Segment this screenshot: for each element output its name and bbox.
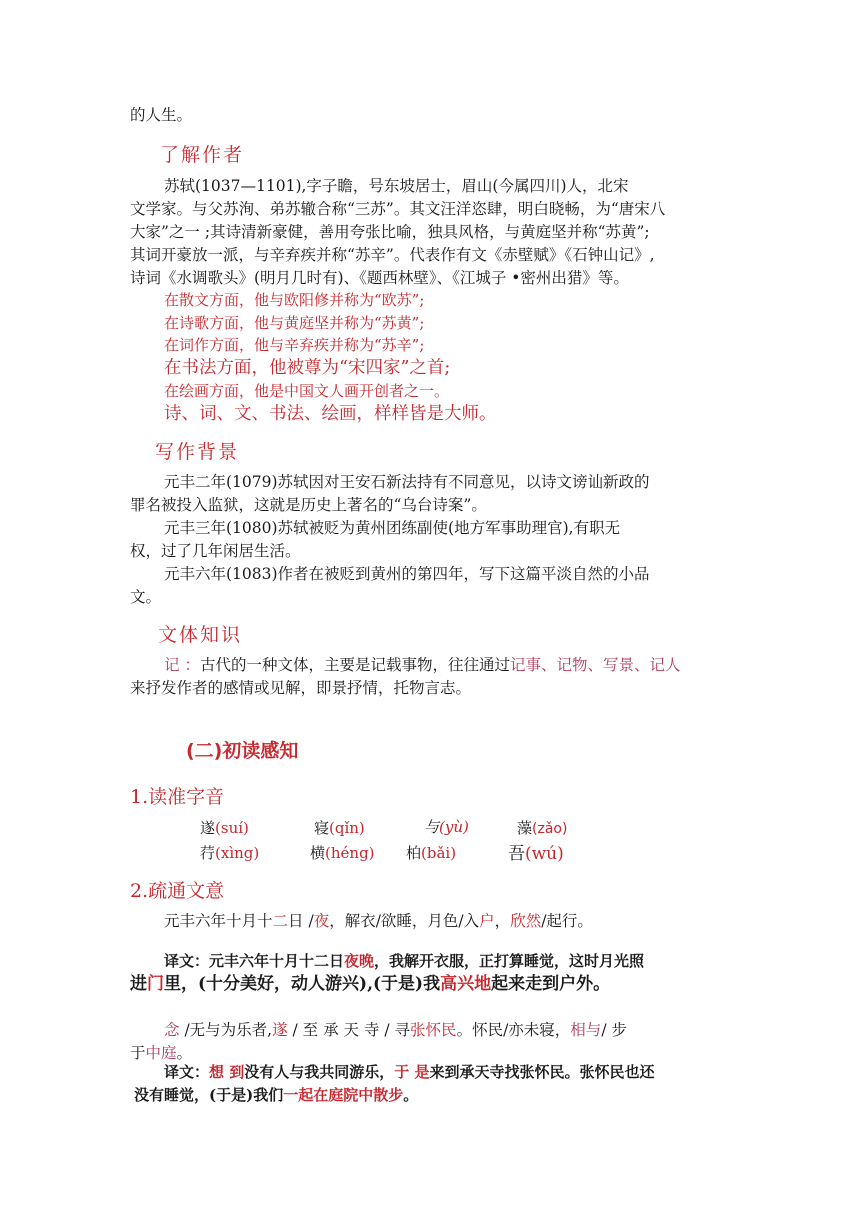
heading-meaning: 2.疏通文意 xyxy=(130,880,225,902)
pinyin-item: 寝(qǐn) xyxy=(314,819,365,837)
pinyin-item: 柏(bǎi) xyxy=(406,844,457,862)
background-line: 文。 xyxy=(130,588,162,606)
genre-term: 记 ： xyxy=(164,656,200,674)
lead-line: 的人生。 xyxy=(130,106,193,124)
original-sentence-1: 元丰六年十月十二日 /夜，解衣/欲睡，月色/入户，欣然/起行。 xyxy=(164,912,593,930)
author-note: 诗、词、文、书法、绘画，样样皆是大师。 xyxy=(164,404,497,424)
heading-pronunciation: 1.读准字音 xyxy=(130,786,225,808)
original-sentence-2: 念 /无与为乐者,遂 / 至 承 天 寺 / 寻张怀民。怀民/亦未寝，相与/ 步 xyxy=(164,1021,627,1039)
author-line: 大家”之一 ;其诗清新豪健，善用夸张比喻，独具风格，与黄庭坚并称“苏黄”; xyxy=(130,223,650,241)
author-line: 诗词《水调歌头》(明月几时有)、《题西林壁》、《江城子 •密州出猎》等。 xyxy=(130,269,629,287)
translation-2-cont: 没有睡觉，(于是)我们一起在庭院中散步。 xyxy=(134,1086,419,1104)
author-line: 苏轼(1037—1101),字子瞻，号东坡居士，眉山(今属四川)人，北宋 xyxy=(164,177,629,195)
background-line: 权，过了几年闲居生活。 xyxy=(130,542,301,560)
pinyin-item: 横(héng) xyxy=(310,844,375,862)
genre-line xyxy=(164,654,680,676)
background-line: 元丰二年(1079)苏轼因对王安石新法持有不同意见，以诗文谤讪新政的 xyxy=(164,473,650,491)
translation-2: 译文：想 到没有人与我共同游乐，于 是来到承天寺找张怀民。张怀民也还 xyxy=(164,1063,655,1081)
background-line: 元丰三年(1080)苏轼被贬为黄州团练副使(地方军事助理官),有职无 xyxy=(164,519,621,537)
heading-background: 写作背景 xyxy=(155,441,240,463)
pinyin-item: 吾(wú) xyxy=(508,844,564,864)
genre-line: 来抒发作者的感情或见解，即景抒情，托物言志。 xyxy=(130,679,472,697)
translation-1-cont: 进门里，(十分美好，动人游兴),(于是)我高兴地起来走到户外。 xyxy=(130,974,611,994)
background-line: 元丰六年(1083)作者在被贬到黄州的第四年，写下这篇平淡自然的小品 xyxy=(164,565,650,583)
author-note: 在词作方面，他与辛弃疾并称为“苏辛”; xyxy=(164,336,425,354)
heading-genre: 文体知识 xyxy=(158,624,243,646)
author-note: 在散文方面，他与欧阳修并称为“欧苏”; xyxy=(164,291,425,309)
author-line: 文学家。与父苏洵、弟苏辙合称“三苏”。其文汪洋恣肆，明白晓畅，为“唐宋八 xyxy=(130,200,666,218)
pinyin-item: 荇(xìng) xyxy=(200,844,260,862)
translation-1: 译文：元丰六年十月十二日夜晚，我解开衣服，正打算睡觉，这时月光照 xyxy=(164,952,645,970)
genre-highlight: 记事、记物、写景、记人 xyxy=(509,656,681,674)
pinyin-item: 与(yù) xyxy=(424,818,469,836)
pinyin-item: 藻(zǎo) xyxy=(517,819,568,837)
author-note: 在绘画方面，他是中国文人画开创者之一。 xyxy=(164,382,450,400)
pinyin-item: 遂(suí) xyxy=(200,819,249,837)
heading-author: 了解作者 xyxy=(160,144,245,166)
genre-text: 古代的一种文体，主要是记载事物，往往通过 xyxy=(199,656,510,674)
background-line: 罪名被投入监狱，这就是历史上著名的“乌台诗案”。 xyxy=(130,496,487,514)
original-sentence-2-cont: 于中庭。 xyxy=(130,1044,193,1062)
heading-part-two: (二)初读感知 xyxy=(186,740,299,762)
author-line: 其词开豪放一派，与辛弃疾并称“苏辛”。代表作有文《赤壁赋》《石钟山记》, xyxy=(130,246,655,264)
author-note: 在诗歌方面，他与黄庭坚并称为“苏黄”; xyxy=(164,314,425,332)
author-note: 在书法方面，他被尊为“宋四家”之首; xyxy=(164,358,451,378)
